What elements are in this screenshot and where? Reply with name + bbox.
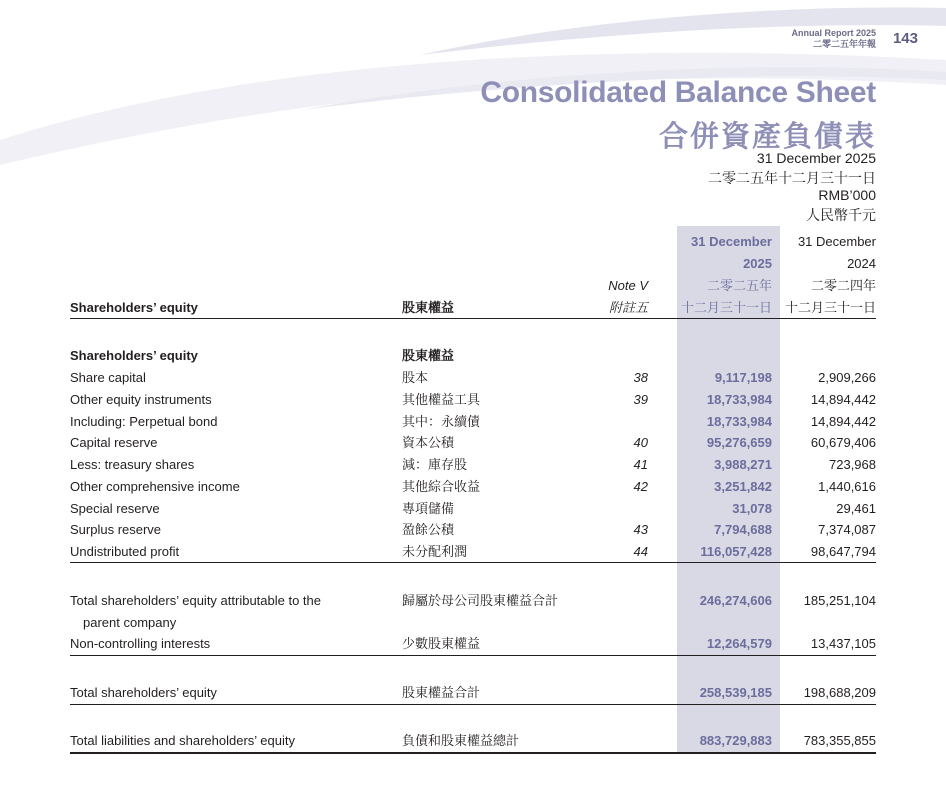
col-2024-header-line2: 2024 xyxy=(847,256,876,271)
total-equity-value-2024: 198,688,209 xyxy=(803,685,876,700)
row-label-en: Undistributed profit xyxy=(70,544,180,559)
row-value-2024: 7,374,087 xyxy=(818,522,876,537)
row-note: 38 xyxy=(633,370,648,385)
row-label-zh: 減：庫存股 xyxy=(402,457,468,472)
attributable-label-en-line2: parent company xyxy=(83,615,177,630)
total-liab-equity-value-2025: 883,729,883 xyxy=(699,733,772,748)
subsection-zh: 股東權益 xyxy=(402,348,455,363)
nci-value-2025: 12,264,579 xyxy=(706,636,772,651)
section-header-zh: 股東權益 xyxy=(402,300,455,315)
col-2024-header-zh1: 二零二四年 xyxy=(810,278,876,293)
row-value-2024: 98,647,794 xyxy=(810,544,876,559)
row-label-en: Other equity instruments xyxy=(70,392,212,407)
row-label-en: Special reserve xyxy=(70,501,160,516)
report-label xyxy=(791,28,876,50)
total-liab-equity-label-en: Total liabilities and shareholders’ equity xyxy=(70,733,295,748)
row-label-zh: 資本公積 xyxy=(402,435,455,450)
row-label-zh: 盈餘公積 xyxy=(402,522,455,537)
row-note: 40 xyxy=(633,435,648,450)
row-value-2024: 29,461 xyxy=(836,501,876,516)
col-2024-header-zh2: 十二月三十一日 xyxy=(784,300,876,315)
col-2024-header-line1: 31 December xyxy=(797,234,876,249)
unit-en: RMB’000 xyxy=(818,187,876,203)
row-note: 42 xyxy=(633,479,648,494)
col-2025-header-zh2: 十二月三十一日 xyxy=(680,300,772,315)
row-label-zh: 其他權益工具 xyxy=(402,392,481,407)
subtotal-divider xyxy=(70,562,876,563)
row-value-2025: 9,117,198 xyxy=(714,370,772,385)
section-header-en: Shareholders’ equity xyxy=(70,300,198,315)
row-label-zh: 專項儲備 xyxy=(402,501,455,516)
row-note: 41 xyxy=(633,457,648,472)
final-double-rule xyxy=(70,752,876,754)
row-value-2025: 31,078 xyxy=(732,501,772,516)
row-value-2025: 95,276,659 xyxy=(706,435,772,450)
col-2025-header-line2: 2025 xyxy=(743,256,772,271)
row-value-2025: 116,057,428 xyxy=(700,544,772,559)
nci-value-2024: 13,437,105 xyxy=(810,636,876,651)
row-label-zh: 其中：永續債 xyxy=(402,414,481,429)
row-label-en: Less: treasury shares xyxy=(70,457,195,472)
row-label-en: Share capital xyxy=(70,370,146,385)
note-header-zh: 附註五 xyxy=(608,300,648,315)
total-equity-divider xyxy=(70,655,876,656)
row-label-en: Capital reserve xyxy=(70,435,158,450)
unit-zh: 人民幣千元 xyxy=(806,207,876,223)
row-value-2024: 14,894,442 xyxy=(810,392,876,407)
subsection-en: Shareholders’ equity xyxy=(70,348,198,363)
date-en: 31 December 2025 xyxy=(756,150,876,166)
total-equity-label-zh: 股東權益合計 xyxy=(402,685,481,700)
row-label-zh: 股本 xyxy=(402,370,429,385)
report-label-zh: 二零二五年年報 xyxy=(812,39,876,49)
row-note: 44 xyxy=(633,544,648,559)
total-liab-equity-label-zh: 負債和股東權益總計 xyxy=(402,733,520,748)
total-liab-divider xyxy=(70,704,876,705)
col-2025-header-zh1: 二零二五年 xyxy=(706,278,772,293)
col-2025-header-line1: 31 December xyxy=(691,234,772,249)
note-header-en: Note V xyxy=(608,278,648,293)
row-value-2025: 18,733,984 xyxy=(706,392,772,407)
page-number: 143 xyxy=(892,30,918,47)
total-liab-equity-value-2024: 783,355,855 xyxy=(803,733,876,748)
row-value-2024: 14,894,442 xyxy=(810,414,876,429)
row-value-2025: 18,733,984 xyxy=(706,414,772,429)
page-title-en: Consolidated Balance Sheet xyxy=(480,76,876,109)
row-value-2025: 3,988,271 xyxy=(714,457,772,472)
nci-label-zh: 少數股東權益 xyxy=(402,636,481,651)
row-value-2025: 3,251,842 xyxy=(714,479,772,494)
row-value-2024: 1,440,616 xyxy=(818,479,876,494)
row-value-2025: 7,794,688 xyxy=(714,522,772,537)
attributable-value-2025: 246,274,606 xyxy=(699,593,772,608)
row-label-en: Surplus reserve xyxy=(70,522,162,537)
total-equity-value-2025: 258,539,185 xyxy=(699,685,772,700)
row-value-2024: 723,968 xyxy=(829,457,876,472)
row-label-en: Other comprehensive income xyxy=(70,479,240,494)
row-label-zh: 未分配利潤 xyxy=(402,544,468,559)
report-label-en: Annual Report 2025 xyxy=(791,28,876,38)
row-note: 39 xyxy=(633,392,648,407)
row-value-2024: 60,679,406 xyxy=(810,435,876,450)
page-title-zh: 合併資產負債表 xyxy=(658,121,876,153)
row-label-en: Including: Perpetual bond xyxy=(70,414,218,429)
attributable-value-2024: 185,251,104 xyxy=(803,593,876,608)
row-value-2024: 2,909,266 xyxy=(818,370,876,385)
nci-label-en: Non-controlling interests xyxy=(70,636,211,651)
attributable-label-zh: 歸屬於母公司股東權益合計 xyxy=(402,593,559,608)
row-note: 43 xyxy=(633,522,648,537)
date-zh: 二零二五年十二月三十一日 xyxy=(708,170,876,186)
row-label-zh: 其他綜合收益 xyxy=(402,479,481,494)
attributable-label-en-line1: Total shareholders’ equity attributable to the xyxy=(70,593,322,608)
total-equity-label-en: Total shareholders’ equity xyxy=(70,685,217,700)
header-divider xyxy=(70,318,876,319)
